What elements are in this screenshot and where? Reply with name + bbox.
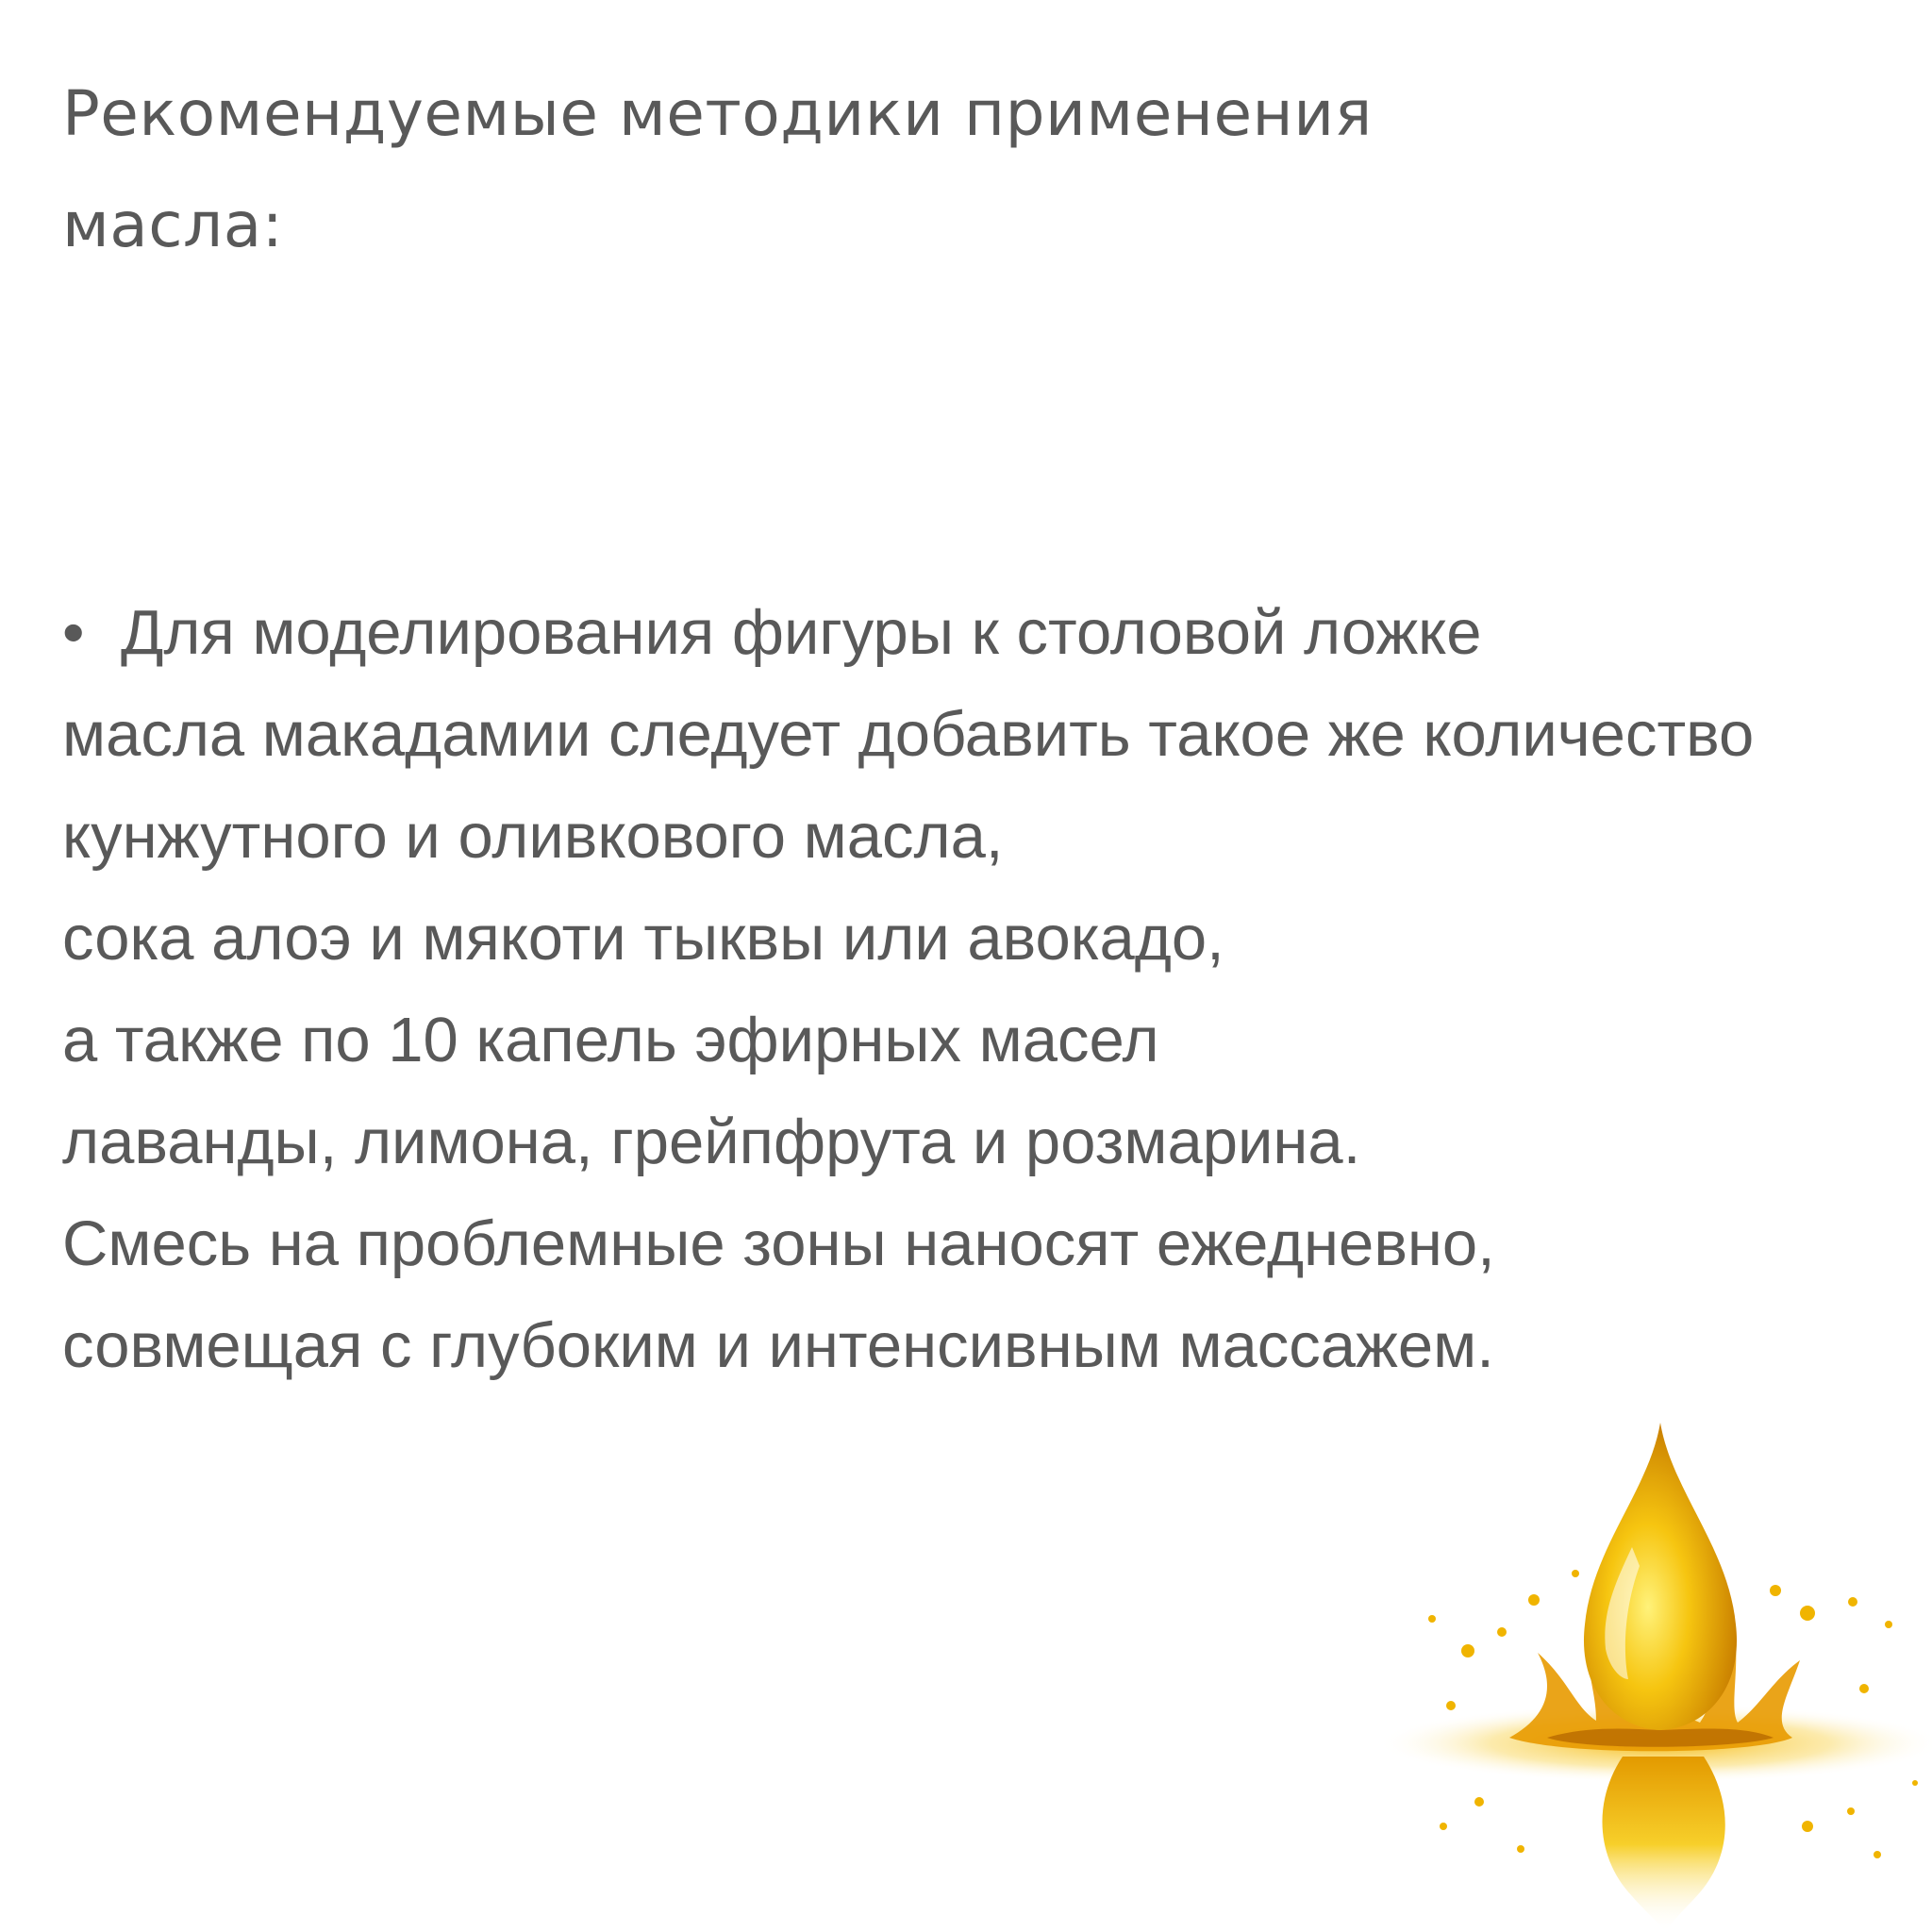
body-line-2: масла макадамии следует добавить такое же количество <box>62 699 1755 770</box>
body-line-1-text: Для моделирования фигуры к столовой ложке <box>121 597 1482 668</box>
title-line-1: Рекомендуемые методики применения <box>62 77 1373 150</box>
body-line-3: кунжутного и оливкового масла, <box>62 801 1004 872</box>
body-line-8: совмещая с глубоким и интенсивным массажем. <box>62 1310 1494 1381</box>
slide-body <box>62 582 1911 1397</box>
body-line-4: сока алоэ и мякоти тыквы или авокадо, <box>62 903 1224 974</box>
body-line-1 <box>62 582 1911 684</box>
title-line-2: масла: <box>62 189 284 261</box>
body-line-7: Смесь на проблемные зоны наносят ежедневно, <box>62 1208 1495 1279</box>
slide-title <box>62 58 1477 281</box>
body-line-6: лаванды, лимона, грейпфрута и розмарина. <box>62 1107 1361 1177</box>
drop-reflection <box>1602 1757 1724 1932</box>
oil-drop-splash-icon <box>1349 1406 1932 1932</box>
bullet-marker: • <box>62 597 85 668</box>
body-line-5: а также по 10 капель эфирных масел <box>62 1005 1159 1075</box>
oil-drop <box>1584 1423 1737 1730</box>
